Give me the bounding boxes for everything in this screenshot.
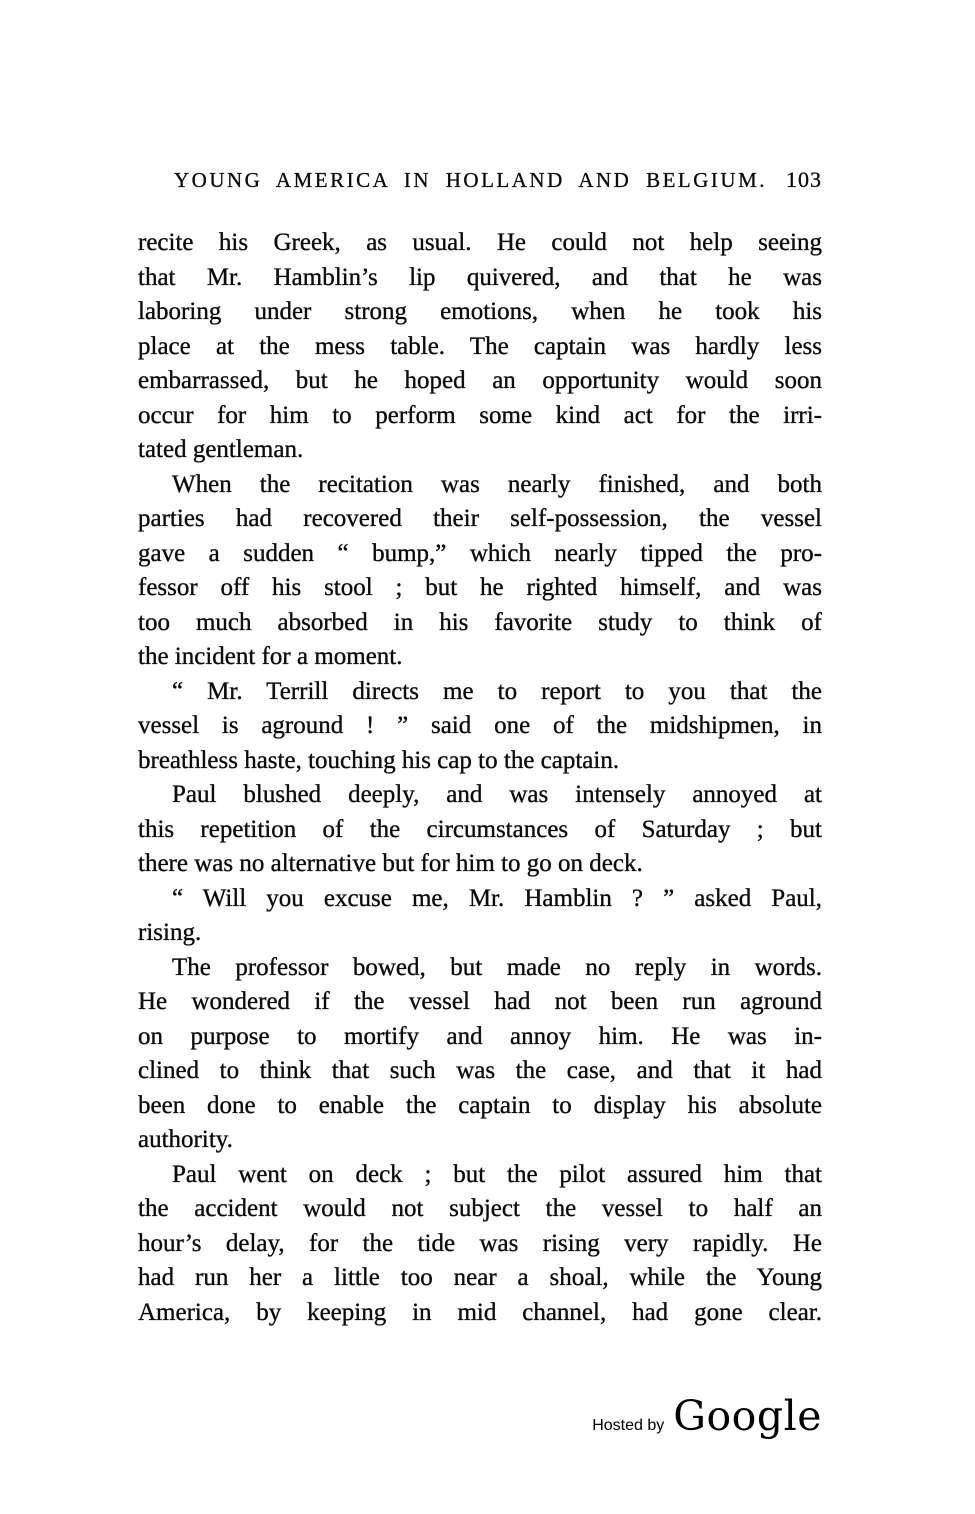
text-line: He wondered if the vessel had not been run aground bbox=[138, 988, 822, 1015]
page-text bbox=[138, 226, 822, 1330]
running-header bbox=[138, 167, 822, 193]
text-line: the incident for a moment. bbox=[138, 643, 403, 670]
hosted-by-label: Hosted by bbox=[592, 1417, 665, 1434]
text-line: the accident would not subject the vessel to half an bbox=[138, 1195, 822, 1222]
text-line: place at the mess table. The captain was hardly less bbox=[138, 332, 822, 360]
running-header-title: YOUNG AMERICA IN HOLLAND AND BELGIUM. bbox=[174, 168, 767, 192]
text-line: had run her a little too near a shoal, while the Young bbox=[138, 1264, 822, 1291]
text-line: parties had recovered their self-possession, the vessel bbox=[138, 505, 822, 532]
text-line: laboring under strong emotions, when he took his bbox=[138, 298, 822, 325]
text-line: tated gentleman. bbox=[138, 436, 304, 463]
text-line: clined to think that such was the case, and that it had bbox=[138, 1057, 822, 1084]
text-line: Paul went on deck ; but the pilot assured him that bbox=[172, 1160, 822, 1188]
text-line: hour’s delay, for the tide was rising very rapidly. He bbox=[138, 1229, 822, 1257]
page-number: 103 bbox=[786, 167, 822, 192]
text-line: “ Will you excuse me, Mr. Hamblin ? ” asked Paul, bbox=[172, 884, 822, 912]
text-line: rising. bbox=[138, 919, 202, 946]
text-line: vessel is aground ! ” said one of the midshipmen, in bbox=[138, 712, 822, 739]
text-line: recite his Greek, as usual. He could not help seeing bbox=[138, 229, 822, 256]
text-line: on purpose to mortify and annoy him. He was in- bbox=[138, 1022, 822, 1050]
text-line: this repetition of the circumstances of Saturday ; but bbox=[138, 815, 822, 843]
text-line: there was no alternative but for him to go on deck. bbox=[138, 850, 643, 877]
text-line: gave a sudden “ bump,” which nearly tipped the pro- bbox=[138, 539, 822, 567]
text-line: “ Mr. Terrill directs me to report to you that the bbox=[172, 677, 822, 705]
text-line: fessor off his stool ; but he righted himself, and was bbox=[138, 574, 822, 601]
text-line: authority. bbox=[138, 1126, 233, 1153]
text-line: When the recitation was nearly finished, and both bbox=[172, 470, 822, 498]
text-line: too much absorbed in his favorite study to think of bbox=[138, 608, 822, 636]
text-line: embarrassed, but he hoped an opportunity would soon bbox=[138, 367, 822, 394]
text-line: The professor bowed, but made no reply in words. bbox=[172, 953, 822, 981]
watermark bbox=[592, 1392, 822, 1440]
text-line: occur for him to perform some kind act for the irri- bbox=[138, 401, 822, 429]
google-logo: Google bbox=[673, 1392, 822, 1440]
text-line: breathless haste, touching his cap to the captain. bbox=[138, 746, 620, 774]
text-line: America, by keeping in mid channel, had gone clear. bbox=[138, 1298, 822, 1326]
text-line: that Mr. Hamblin’s lip quivered, and that he was bbox=[138, 263, 822, 291]
text-line: Paul blushed deeply, and was intensely annoyed at bbox=[172, 781, 822, 808]
text-line: been done to enable the captain to display his absolute bbox=[138, 1091, 822, 1119]
